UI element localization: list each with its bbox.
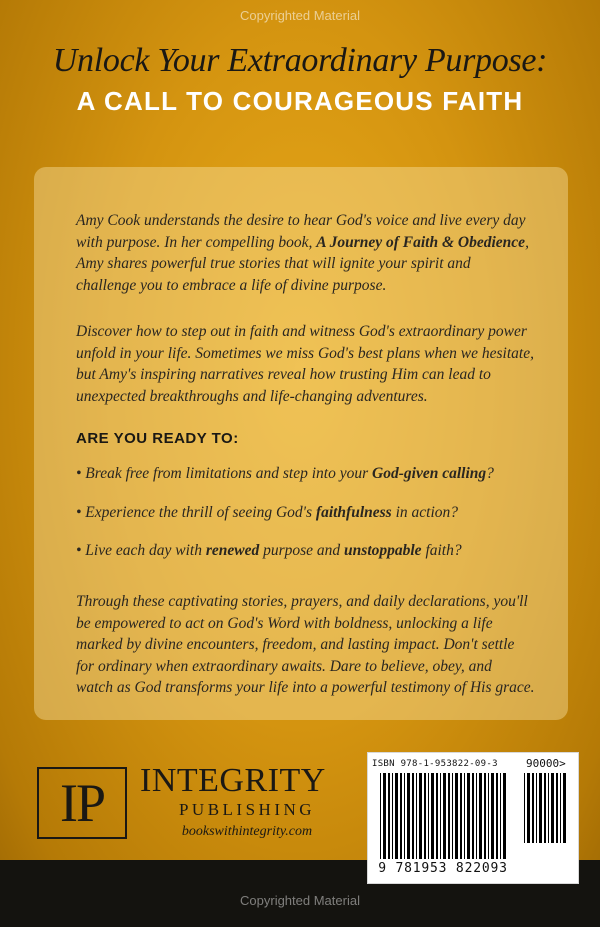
barcode-bar [419,773,422,859]
intro-paragraph [76,210,546,296]
barcode-bar [532,773,534,843]
bullet-3-bold: renewed [205,542,260,559]
barcode-bar [383,773,386,859]
barcode-bar [527,773,530,843]
bullet-3-mid: purpose and [259,542,345,559]
barcode-bar [388,773,390,859]
barcode-bar [428,773,429,859]
intro-line-3: Amy shares powerful true stories that will ignite your spirit and [76,255,471,272]
barcode-bar [380,773,381,859]
barcode-bar [424,773,426,859]
barcode-bar [431,773,434,859]
barcode-bars [380,773,510,859]
bullet-3 [76,542,462,560]
barcode-bar [488,773,489,859]
bullet-2 [76,504,458,522]
closing-line-4: for ordinary when extraordinary awaits. Dare to believe, obey, and [76,657,492,675]
bullet-1-bold: God-given calling [372,465,487,482]
discover-line-3: but Amy's inspiring narratives reveal how trusting Him can lead to [76,366,491,383]
barcode-bar [416,773,417,859]
barcode-bar [407,773,410,859]
barcode-bar [556,773,558,843]
barcode-bar [484,773,486,859]
barcode-bar [460,773,462,859]
publisher-logo [37,767,127,839]
barcode-bar [479,773,482,859]
bullet-1-pre: • Break free from limitations and step into your [76,465,373,482]
watermark-top: Copyrighted Material [240,8,360,23]
barcode-addon-bars [524,773,570,843]
closing-line-1: Through these captivating stories, prayers, and daily declarations, you'll [76,593,528,610]
barcode-bar [476,773,477,859]
barcode-bar [536,773,537,843]
barcode-bar [544,773,546,843]
ready-heading: ARE YOU READY TO: [76,430,239,447]
book-title: A Journey of Faith & Obedience [316,233,526,251]
bullet-3-post: faith? [421,542,462,559]
barcode-bar [491,773,494,859]
barcode-bar [560,773,561,843]
intro-line-1: Amy Cook understands the desire to hear God's voice and live every day [76,212,526,229]
closing-line-3: marked by divine encounters, freedom, and lasting impact. Don't settle [76,636,515,653]
discover-paragraph [76,321,546,407]
barcode-bar [452,773,453,859]
bullet-1 [76,465,494,483]
barcode-bar [500,773,501,859]
bullet-3-bold-2: unstoppable [344,542,422,559]
discover-line-1: Discover how to step out in faith and witness God's extraordinary power [76,323,527,340]
closing-paragraph [76,591,546,699]
barcode-bar [551,773,554,843]
barcode-bar [436,773,438,859]
bullet-2-pre: • Experience the thrill of seeing God's [76,504,316,521]
closing-line-2: be empowered to act on God's Word with boldness, unlocking a life [76,614,493,632]
intro-line-2-text: with purpose. In her compelling book, [76,233,317,251]
bullet-2-post: in action? [391,504,459,521]
headline [0,40,600,118]
publisher-logo-letters: IP [59,773,104,833]
barcode-bar [467,773,470,859]
intro-line-2 [76,232,546,254]
barcode-bar [464,773,465,859]
barcode-bar [563,773,566,843]
barcode-bar [496,773,498,859]
barcode-bar [412,773,414,859]
intro-line-4: challenge you to embrace a life of divine purpose. [76,276,387,294]
watermark-bottom: Copyrighted Material [240,893,360,908]
headline-subtitle: A CALL TO COURAGEOUS FAITH [76,86,524,116]
bullet-1-post: ? [486,465,494,482]
barcode-bar [395,773,398,859]
bullet-3-pre: • Live each day with [76,542,206,559]
barcode-bar [440,773,441,859]
discover-line-2: unfold in your life. Sometimes we miss God's best plans when we hesitate, [76,344,534,362]
barcode-bar [400,773,402,859]
barcode-bar [448,773,450,859]
barcode-bar [443,773,446,859]
barcode-bar [539,773,542,843]
barcode-bar [392,773,393,859]
isbn-digits: 9 781953 822093 [378,861,508,876]
closing-line-5: watch as God transforms your life into a powerful testimony of His grace. [76,679,535,696]
barcode [367,752,579,884]
barcode-bar [548,773,549,843]
isbn-label: ISBN 978-1-953822-09-3 [372,759,498,769]
bullet-2-bold: faithfulness [315,504,392,521]
barcode-bar [455,773,458,859]
discover-line-4: unexpected breakthroughs and life-changing adventures. [76,387,428,405]
barcode-bar [472,773,474,859]
barcode-bar [524,773,525,843]
publisher-url: bookswithintegrity.com [181,824,313,839]
price-code: 90000> [526,757,566,770]
publisher-sub: PUBLISHING [178,800,316,819]
publisher-name: INTEGRITY [140,762,326,799]
barcode-bar [503,773,506,859]
headline-title: Unlock Your Extraordinary Purpose: [52,42,548,79]
intro-line-2-comma: , [525,233,529,251]
barcode-bar [404,773,405,859]
